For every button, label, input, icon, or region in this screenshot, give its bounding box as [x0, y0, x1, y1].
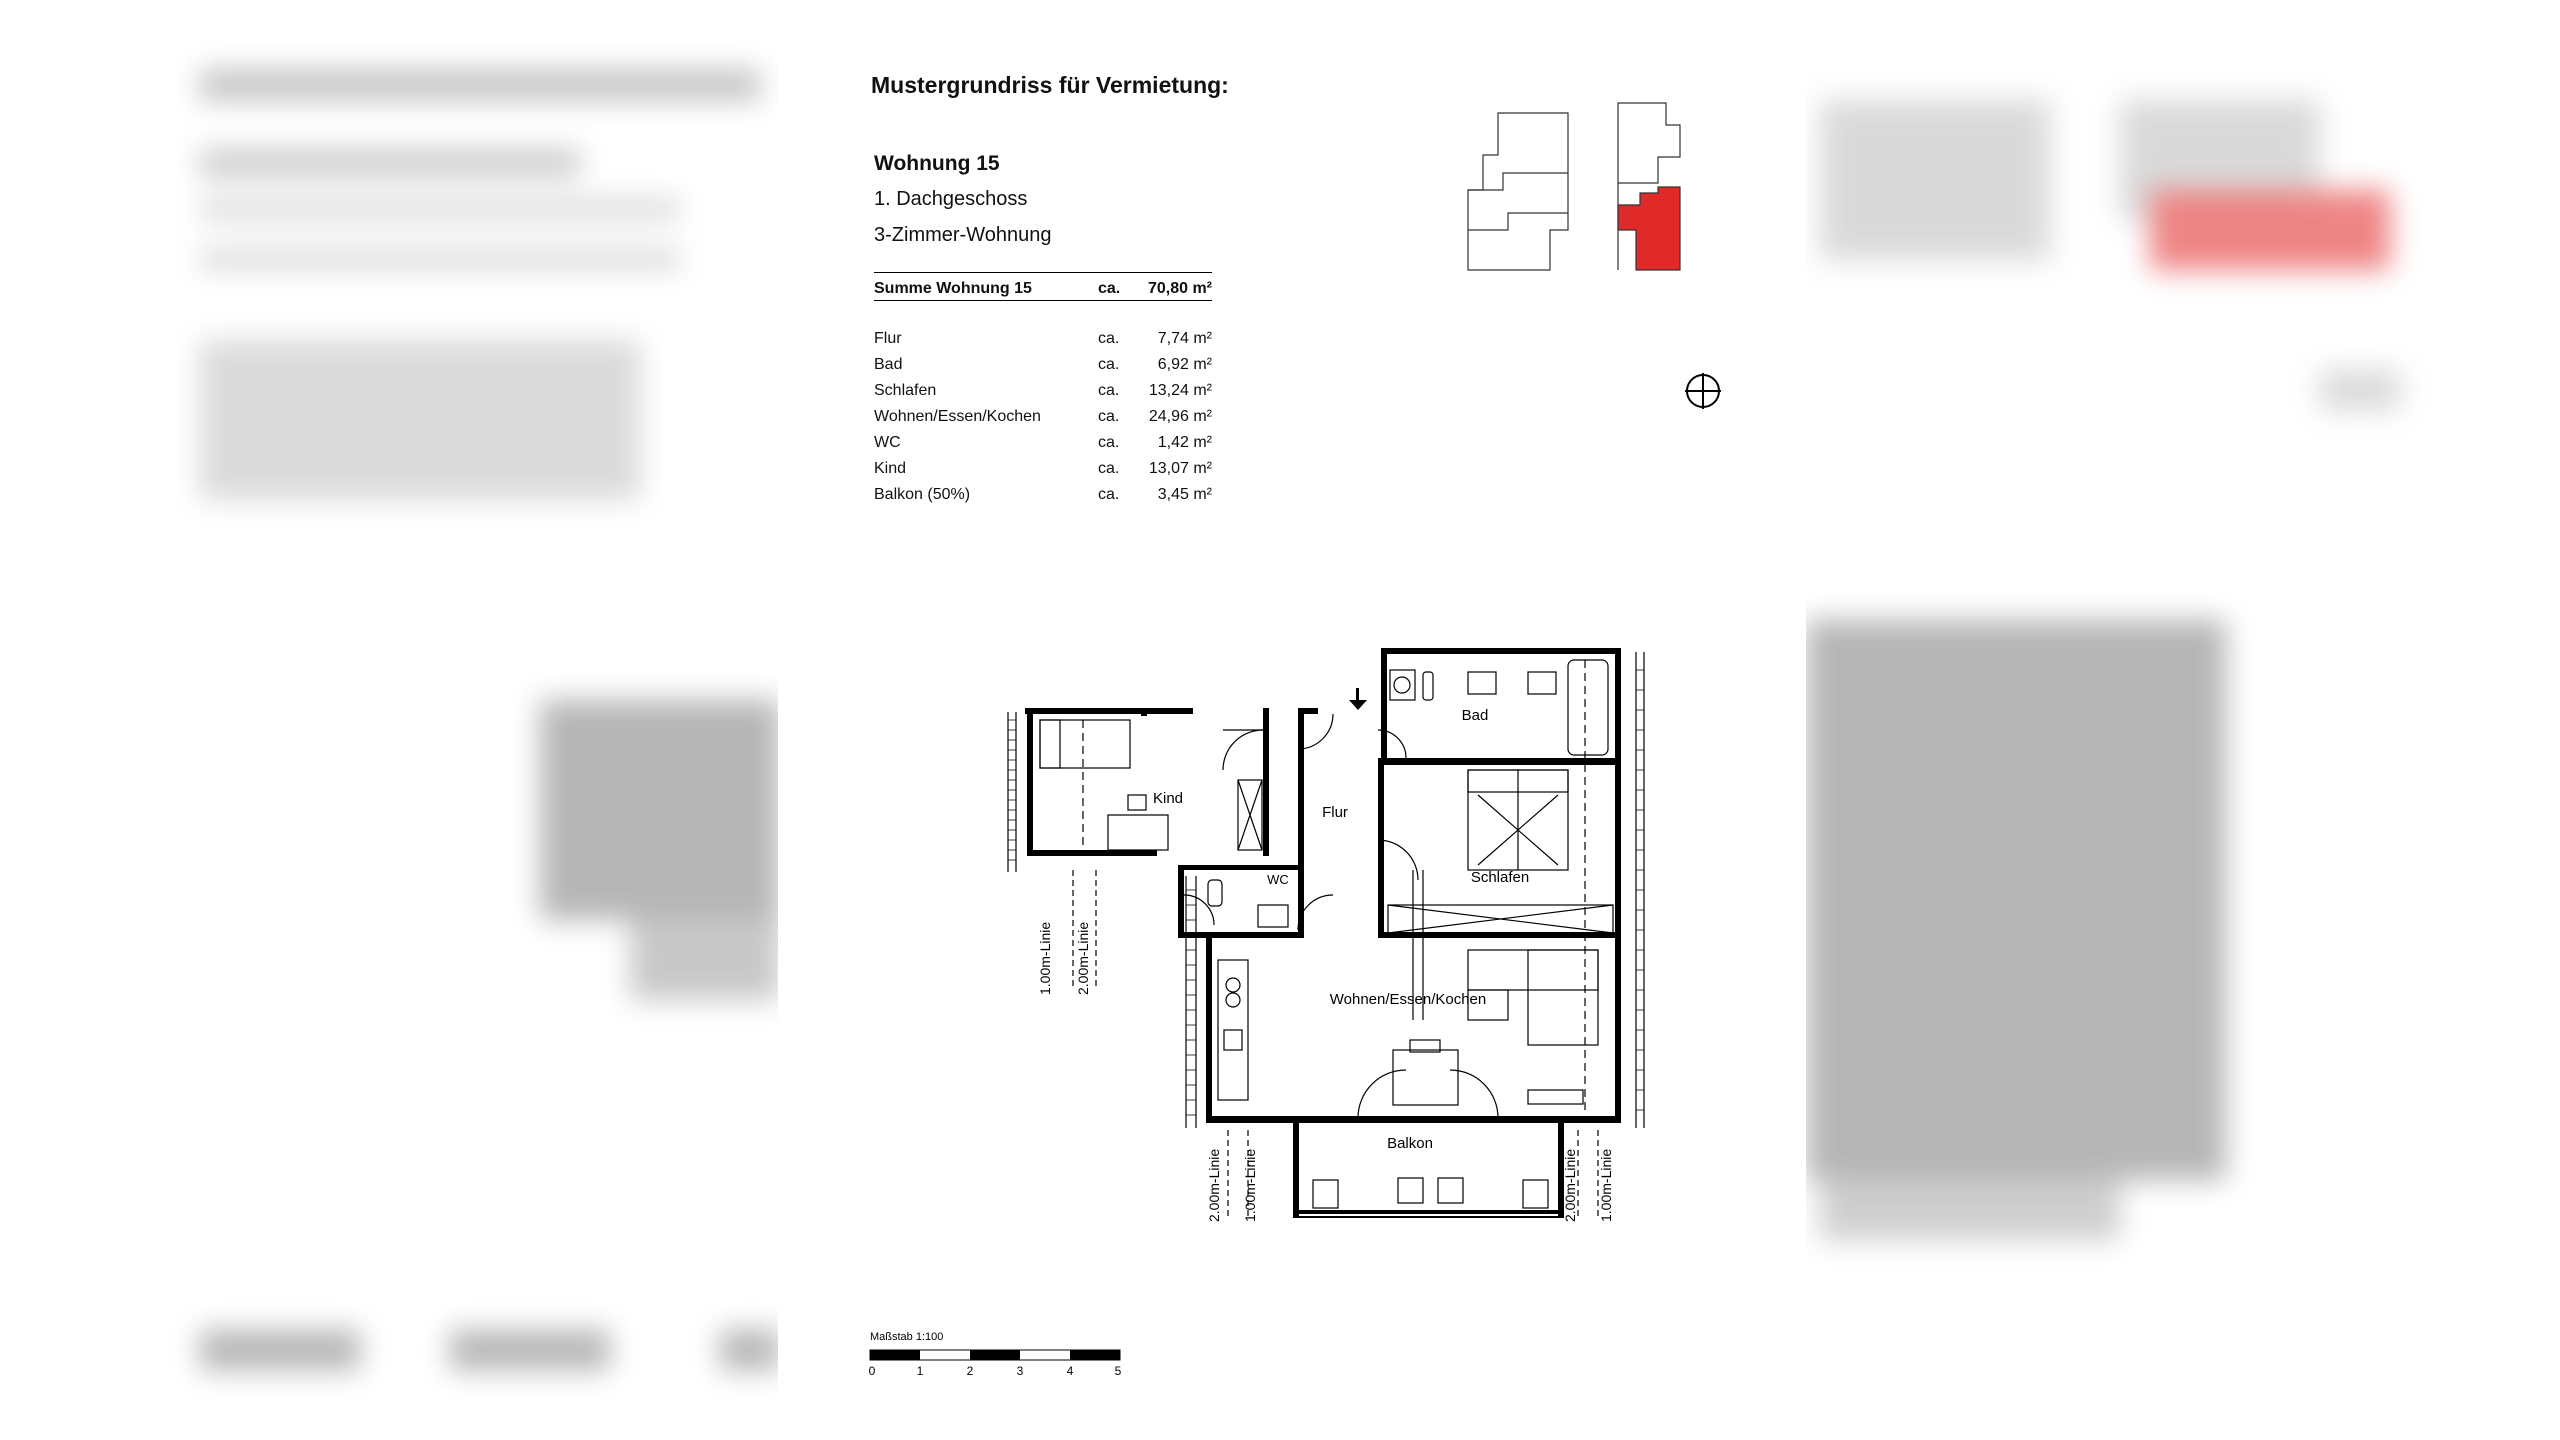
summary-value: 70,80 m² [1147, 280, 1212, 297]
line-label-200: 2.00m-Linie [1562, 1148, 1578, 1222]
floor-plan-drawing [778, 0, 1806, 1440]
line-label-200: 2.00m-Linie [1075, 921, 1091, 995]
room-label-bad: Bad [1461, 707, 1489, 724]
scale-bar [870, 1325, 1150, 1385]
entrance-arrow-icon [1349, 688, 1367, 710]
line-label-100: 1.00m-Linie [1242, 1148, 1258, 1222]
summary-approx: ca. [1098, 280, 1121, 297]
area-approx: ca. [1098, 434, 1120, 451]
area-value: 1,42 m² [1157, 434, 1212, 451]
scale-label: Maßstab 1:100 [870, 1331, 944, 1343]
scale-tick: 5 [1114, 1364, 1122, 1378]
area-name: Wohnen/Essen/Kochen [874, 408, 1041, 425]
room-label-wc: WC [1267, 872, 1289, 887]
area-approx: ca. [1098, 382, 1120, 399]
area-value: 24,96 m² [1148, 408, 1212, 425]
area-value: 3,45 m² [1157, 486, 1212, 503]
area-name: Bad [874, 356, 903, 373]
scale-tick: 2 [966, 1364, 974, 1378]
summary-label: Summe Wohnung 15 [874, 280, 1032, 297]
sheet-title: Mustergrundriss für Vermietung: [871, 72, 1229, 98]
area-approx: ca. [1098, 408, 1120, 425]
scale-tick: 0 [868, 1364, 876, 1378]
floor-label: 1. Dachgeschoss [874, 188, 1028, 210]
area-approx: ca. [1098, 330, 1120, 347]
floor-plan-sheet [778, 0, 1806, 1440]
room-label-flur: Flur [1322, 804, 1348, 821]
scale-tick: 4 [1066, 1364, 1074, 1378]
line-label-200: 2.00m-Linie [1206, 1148, 1222, 1222]
scale-tick: 3 [1016, 1364, 1024, 1378]
area-name: WC [874, 434, 901, 451]
area-name: Kind [874, 460, 907, 477]
area-approx: ca. [1098, 486, 1120, 503]
area-value: 7,74 m² [1157, 330, 1212, 347]
line-label-100: 1.00m-Linie [1598, 1148, 1614, 1222]
area-approx: ca. [1098, 356, 1120, 373]
area-value: 13,24 m² [1148, 382, 1212, 399]
room-label-wohnen: Wohnen/Essen/Kochen [1329, 991, 1487, 1008]
scale-tick: 1 [916, 1364, 924, 1378]
area-value: 13,07 m² [1148, 460, 1212, 477]
area-name: Flur [874, 330, 902, 347]
room-label-kind: Kind [1152, 790, 1184, 807]
area-name: Schlafen [874, 382, 937, 399]
area-name: Balkon (50%) [874, 486, 971, 503]
unit-type: 3-Zimmer-Wohnung [874, 224, 1052, 246]
room-label-schlafen: Schlafen [1470, 869, 1530, 886]
area-approx: ca. [1098, 460, 1120, 477]
room-label-balkon: Balkon [1387, 1135, 1433, 1152]
line-label-100: 1.00m-Linie [1037, 921, 1053, 995]
unit-name: Wohnung 15 [874, 152, 1000, 175]
area-value: 6,92 m² [1157, 356, 1212, 373]
